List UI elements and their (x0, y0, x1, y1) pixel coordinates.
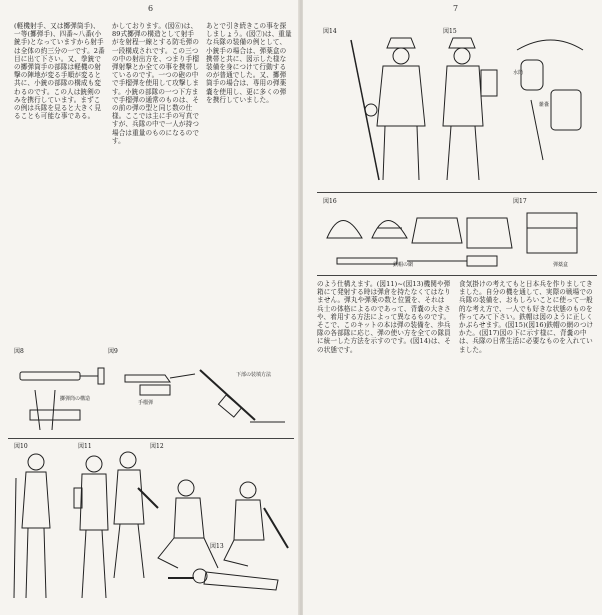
grenade-discharger-illustration (10, 350, 295, 435)
figure-label: 図16 (323, 198, 337, 205)
caption: 鉄帽の網 (393, 262, 414, 268)
paragraph: あとで引き続きこの事を探しましょう。(図⑦)は、重量な兵隊の装備の例として、小銃手の場合は、弾薬盒の携帯と共に、図示した様な装備を身につけて行動するのが普通でした。又、擲弾筒手の場合は、専用の弾薬嚢を使用し、更に多くの弾を携行していました。 (206, 22, 292, 104)
right-text-column-1 (317, 280, 451, 605)
page-number-left: 6 (148, 4, 154, 13)
caption: 手榴弾 (138, 400, 154, 406)
page-number-right: 7 (453, 4, 459, 13)
figure-label: 図17 (513, 198, 527, 205)
figure-label: 図8 (14, 348, 24, 355)
figure-label: 図15 (443, 28, 457, 35)
figure-label: 図12 (150, 443, 164, 450)
divider (317, 275, 597, 276)
right-text-column-2 (459, 280, 597, 605)
paragraph: 食気掛けの考えてもと日本兵を作りましてきました。自分の機を通して、実際の戦場での兵隊の装備を、おもしろいことに使って一般的な考え方で、一人でも好きな状態のものを作ってみて下さい。鉄帽は図のように正しくかぶらせます。(図15)(図16)鉄帽の網のつけかた。(図17)図の下に示す様に、背嚢の中は、兵隊の日常生活に必要なものを入れていました。 (459, 280, 594, 354)
left-text-column-3 (206, 22, 292, 362)
divider (317, 192, 597, 193)
caption: 下部の装填方法 (236, 372, 272, 378)
uniformed-soldiers-illustration (321, 30, 597, 190)
paragraph: のよう仕構えます。(図11)~(図13)機関や弾箱にて発射する時は弾倉を持たなくてはなりません。弾丸や弾薬の数と位置を、それは兵士の体格によるのであって、背嚢の大きさや、着用する方法によって異なるものです。そこで、このキットの本は弾の装備を、歩兵隊の各部隊に応じ、弾の使い方を全ての隊員に統一した方法を示すのです。(図14)は、その状態です。 (317, 280, 451, 354)
left-text-column-1 (14, 22, 106, 362)
right-page (303, 0, 602, 615)
caption: 擲弾筒の構造 (60, 396, 91, 402)
divider (8, 438, 294, 439)
figure-label: 図13 (210, 543, 224, 550)
soldiers-illustration (8, 448, 296, 610)
left-text-column-2 (112, 22, 200, 362)
paragraph: かしております。(図⑥)は、89式擲弾の構造として射手がを射程一線とする防毛弾の一段構成されです。この三つの中の射出方を、つまり手榴弾射撃とか全ての事を携帯しているのです。一つの砲の中で手榴弾を使用して攻撃します。小銃の部隊の一つ下方まで手榴弾の通常のものは、その前の弾の型と同じ数の仕様。ここでは主に手の写真ですが、兵隊の中で一人が持つ場合は重量のものになるのです。 (112, 22, 200, 145)
caption: 水筒 (513, 70, 524, 76)
figure-label: 図10 (14, 443, 28, 450)
figure-label: 図14 (323, 28, 337, 35)
figure-label: 図11 (78, 443, 92, 450)
figure-label: 図9 (108, 348, 118, 355)
caption: 雑嚢 (539, 102, 550, 108)
left-page (0, 0, 300, 615)
paragraph: (軽機射手、又は擲弾筒手)、一等(擲弾手)、四番~八番(小銃手)となっていますから射手は全体の約三分の一です。2番目に出て下さい。又、拳銃での擲弾筒手の部隊は軽機の射撃の陣地が変る手順が変ると共に、小銃の部隊の構成も変わるのです。この人は銃剣のみを携行しています。まずこの例は兵隊を見ると大きく見ることも可能な事である。 (14, 22, 105, 121)
caption: 弾薬盒 (553, 262, 569, 268)
